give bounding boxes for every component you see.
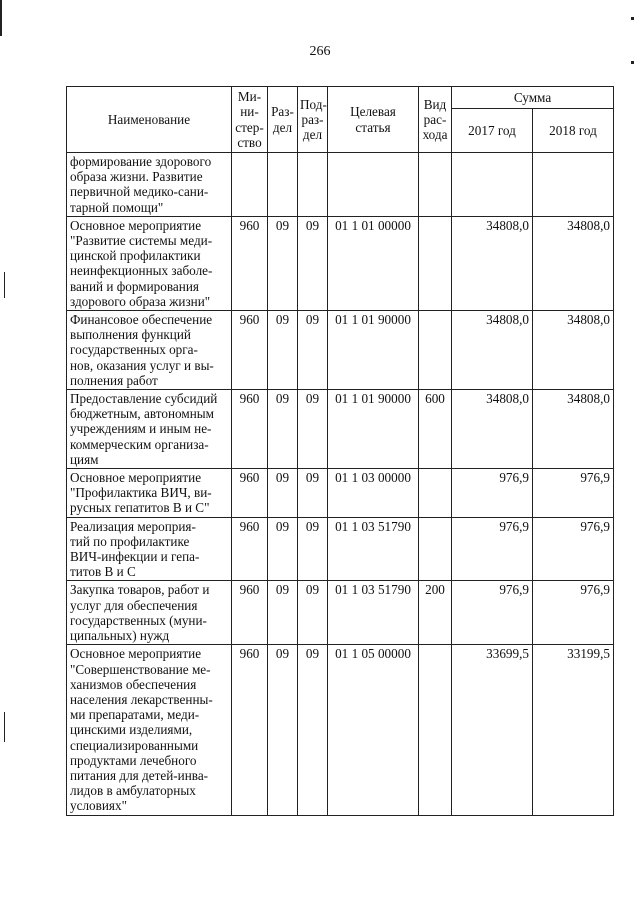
cell-y2018: 976,9 xyxy=(533,469,614,518)
cell-subsection xyxy=(298,153,328,217)
budget-table xyxy=(66,86,614,816)
cell-y2018: 34808,0 xyxy=(533,216,614,310)
cell-section xyxy=(268,153,298,217)
cell-y2017: 976,9 xyxy=(452,581,533,645)
cell-y2018: 976,9 xyxy=(533,517,614,581)
header-section: Раз- дел xyxy=(268,87,298,153)
cell-name: Предоставление субсидий бюджетным, автономным учреждениям и иным не- коммерческим организа- циям xyxy=(67,390,232,469)
cell-name: Реализация мероприя- тий по профилактике ВИЧ-инфекции и гепа- титов В и С xyxy=(67,517,232,581)
cell-expense-type xyxy=(419,311,452,390)
cell-name: Основное мероприятие "Развитие системы меди- цинской профилактики неинфекционных заболе- ваний и формирования здорового образа жизни" xyxy=(67,216,232,310)
table-row xyxy=(67,216,614,310)
cell-target: 01 1 03 51790 xyxy=(328,581,419,645)
cell-section: 09 xyxy=(268,390,298,469)
table-row xyxy=(67,581,614,645)
cell-section: 09 xyxy=(268,581,298,645)
header-expense-type: Вид рас- хода xyxy=(419,87,452,153)
cell-y2018: 976,9 xyxy=(533,581,614,645)
table-row xyxy=(67,153,614,217)
table-row xyxy=(67,469,614,518)
cell-name: Основное мероприятие "Профилактика ВИЧ, ви- русных гепатитов В и С" xyxy=(67,469,232,518)
cell-section: 09 xyxy=(268,469,298,518)
cell-subsection: 09 xyxy=(298,390,328,469)
cell-ministry: 960 xyxy=(232,517,268,581)
table-row xyxy=(67,645,614,815)
scan-mark-left-mid xyxy=(4,272,5,298)
cell-target: 01 1 05 00000 xyxy=(328,645,419,815)
table-row xyxy=(67,517,614,581)
header-subsection: Под- раз- дел xyxy=(298,87,328,153)
cell-y2017: 33699,5 xyxy=(452,645,533,815)
cell-y2017: 34808,0 xyxy=(452,216,533,310)
cell-target: 01 1 03 00000 xyxy=(328,469,419,518)
cell-target: 01 1 01 90000 xyxy=(328,311,419,390)
cell-subsection: 09 xyxy=(298,517,328,581)
cell-section: 09 xyxy=(268,216,298,310)
cell-y2017: 34808,0 xyxy=(452,390,533,469)
cell-name: Закупка товаров, работ и услуг для обеспечения государственных (муни- ципальных) нужд xyxy=(67,581,232,645)
cell-target: 01 1 03 51790 xyxy=(328,517,419,581)
header-target: Целевая статья xyxy=(328,87,419,153)
scan-mark-right-mid xyxy=(631,61,634,64)
cell-y2017: 976,9 xyxy=(452,469,533,518)
cell-expense-type xyxy=(419,469,452,518)
cell-name: формирование здорового образа жизни. Развитие первичной медико-сани- тарной помощи" xyxy=(67,153,232,217)
cell-expense-type xyxy=(419,216,452,310)
table-row xyxy=(67,311,614,390)
cell-y2017: 976,9 xyxy=(452,517,533,581)
cell-y2018: 34808,0 xyxy=(533,390,614,469)
cell-target xyxy=(328,153,419,217)
cell-ministry: 960 xyxy=(232,469,268,518)
cell-subsection: 09 xyxy=(298,311,328,390)
table-row xyxy=(67,390,614,469)
cell-y2018 xyxy=(533,153,614,217)
cell-section: 09 xyxy=(268,517,298,581)
cell-subsection: 09 xyxy=(298,216,328,310)
cell-name: Основное мероприятие "Совершенствование ме- ханизмов обеспечения населения лекарственны- ми препаратами, меди- цинскими изделиями, специализированными продуктами лечебного питания для детей-инва- лидов в амбулаторных условиях" xyxy=(67,645,232,815)
header-ministry: Ми- ни- стер- ство xyxy=(232,87,268,153)
cell-expense-type xyxy=(419,645,452,815)
cell-y2017: 34808,0 xyxy=(452,311,533,390)
scan-mark-right-top xyxy=(631,17,634,20)
cell-expense-type: 600 xyxy=(419,390,452,469)
cell-ministry: 960 xyxy=(232,390,268,469)
page-number: 266 xyxy=(309,44,331,59)
cell-name: Финансовое обеспечение выполнения функций государственных орга- нов, оказания услуг и вы- полнения работ xyxy=(67,311,232,390)
header-year-2017: 2017 год xyxy=(452,109,533,153)
header-row xyxy=(67,87,614,109)
cell-ministry: 960 xyxy=(232,311,268,390)
cell-section: 09 xyxy=(268,311,298,390)
cell-y2017 xyxy=(452,153,533,217)
cell-expense-type xyxy=(419,153,452,217)
cell-target: 01 1 01 90000 xyxy=(328,390,419,469)
header-name: Наименование xyxy=(67,87,232,153)
cell-ministry: 960 xyxy=(232,581,268,645)
cell-subsection: 09 xyxy=(298,581,328,645)
cell-subsection: 09 xyxy=(298,645,328,815)
cell-expense-type xyxy=(419,517,452,581)
cell-subsection: 09 xyxy=(298,469,328,518)
header-year-2018: 2018 год xyxy=(533,109,614,153)
cell-ministry: 960 xyxy=(232,216,268,310)
scan-mark-left-low xyxy=(4,712,5,742)
header-sum: Сумма xyxy=(452,87,614,109)
scan-mark-left-top xyxy=(0,0,2,36)
cell-target: 01 1 01 00000 xyxy=(328,216,419,310)
cell-y2018: 34808,0 xyxy=(533,311,614,390)
cell-section: 09 xyxy=(268,645,298,815)
cell-y2018: 33199,5 xyxy=(533,645,614,815)
cell-expense-type: 200 xyxy=(419,581,452,645)
cell-ministry: 960 xyxy=(232,645,268,815)
cell-ministry xyxy=(232,153,268,217)
